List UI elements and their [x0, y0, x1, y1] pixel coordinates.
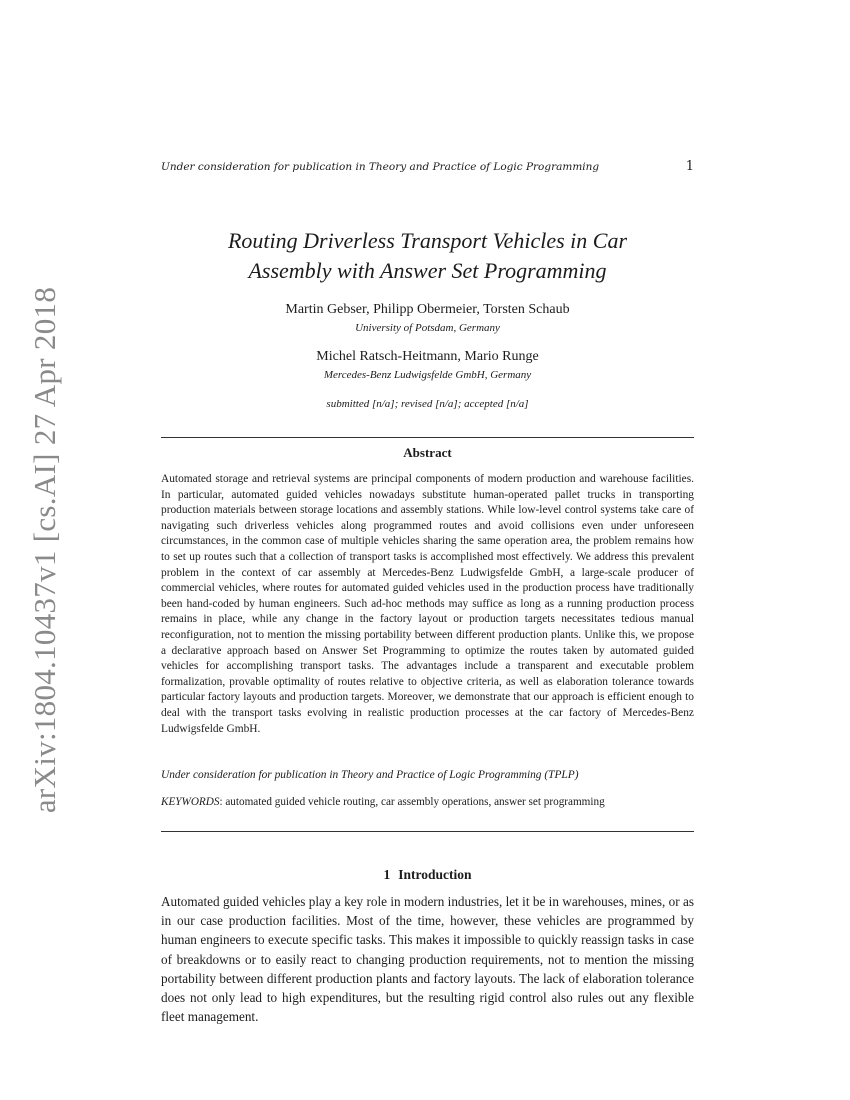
- author-group-2-names: Michel Ratsch-Heitmann, Mario Runge: [316, 349, 539, 364]
- tplp-note: Under consideration for publication in Theory and Practice of Logic Programming (TPLP): [161, 769, 579, 781]
- submission-dates: submitted [n/a]; revised [n/a]; accepted [n/a]: [326, 398, 529, 410]
- keywords-label: KEYWORDS: [161, 796, 220, 808]
- section-number: 1: [383, 867, 391, 882]
- author-group-1-affiliation: University of Potsdam, Germany: [355, 322, 500, 334]
- author-group-2-affiliation: Mercedes-Benz Ludwigsfelde GmbH, Germany: [323, 369, 532, 381]
- abstract-body: Automated storage and retrieval systems are principal components of modern production and warehouse facilities. In particular, automated guided vehicles nowadays substitute human-operated pallet trucks in transporting production materials between storage locations and assembly stations. While low-level control systems take care of navigating such driverless vehicles along programmed routes and avoid collisions even under unforeseen circumstances, in the common case of multiple vehicles sharing the same operation area, the problem remains how to set up routes such that a collection of transport tasks is accomplished most effectively. We address this prevalent problem in the context of car assembly at Mercedes-Benz Ludwigsfelde GmbH, a large-scale producer of commercial vehicles, where routes for automated guided vehicles used in the production process have traditionally been hand-coded by human engineers. Such ad-hoc methods may suffice as long as a running production process remains in place, while any change in the factory layout or production targets necessitates tedious manual reconfiguration, not to mention the missing portability between different production plants. Unlike this, we propose a declarative approach based on Answer Set Programming to optimize the routes taken by automated guided vehicles for accomplishing transport tasks. The advantages include a transparent and executable problem formalization, provable optimality of routes relative to objective criteria, as well as elaboration tolerance towards particular factory layouts and production targets. Moreover, we demonstrate that our approach is efficient enough to deal with the transport tasks evolving in realistic production processes at the car factory of Mercedes-Benz Ludwigsfelde GmbH.: [161, 473, 694, 735]
- section-heading-introduction: [161, 867, 694, 883]
- keywords-line: [161, 796, 706, 808]
- author-group-1-names: Martin Gebser, Philipp Obermeier, Torsten Schaub: [285, 302, 570, 317]
- title-line-1: Routing Driverless Transport Vehicles in Car: [227, 228, 628, 253]
- title-line-2: Assembly with Answer Set Programming: [248, 258, 607, 283]
- abstract-bottom-rule: [161, 831, 694, 832]
- page-number: 1: [685, 159, 694, 174]
- abstract-top-rule: [161, 437, 694, 438]
- running-head-text: Under consideration for publication in Theory and Practice of Logic Programming: [161, 161, 600, 173]
- abstract-heading: Abstract: [403, 445, 452, 460]
- arxiv-id-text: arXiv:1804.10437v1 [cs.AI] 27 Apr 2018: [27, 286, 62, 814]
- running-head: [161, 161, 694, 176]
- introduction-paragraph: Automated guided vehicles play a key role in modern industries, let it be in warehouses, mines, or as in our case production facilities. Most of the time, however, these vehicles are programmed by human engineers to execute specific tasks. This makes it impossible to quickly reassign tasks in case of breakdowns or to easily react to changing production requirements, not to mention the missing portability between different production plants and factory layouts. The lack of elaboration tolerance does not only lead to high expenditures, but the resulting rigid control also rules out any flexible fleet management.: [161, 894, 694, 1025]
- arxiv-identifier-stamp: [24, 286, 66, 814]
- keywords-list: : automated guided vehicle routing, car assembly operations, answer set programming: [219, 796, 605, 808]
- paper-title: [161, 226, 694, 286]
- section-title: Introduction: [398, 867, 472, 882]
